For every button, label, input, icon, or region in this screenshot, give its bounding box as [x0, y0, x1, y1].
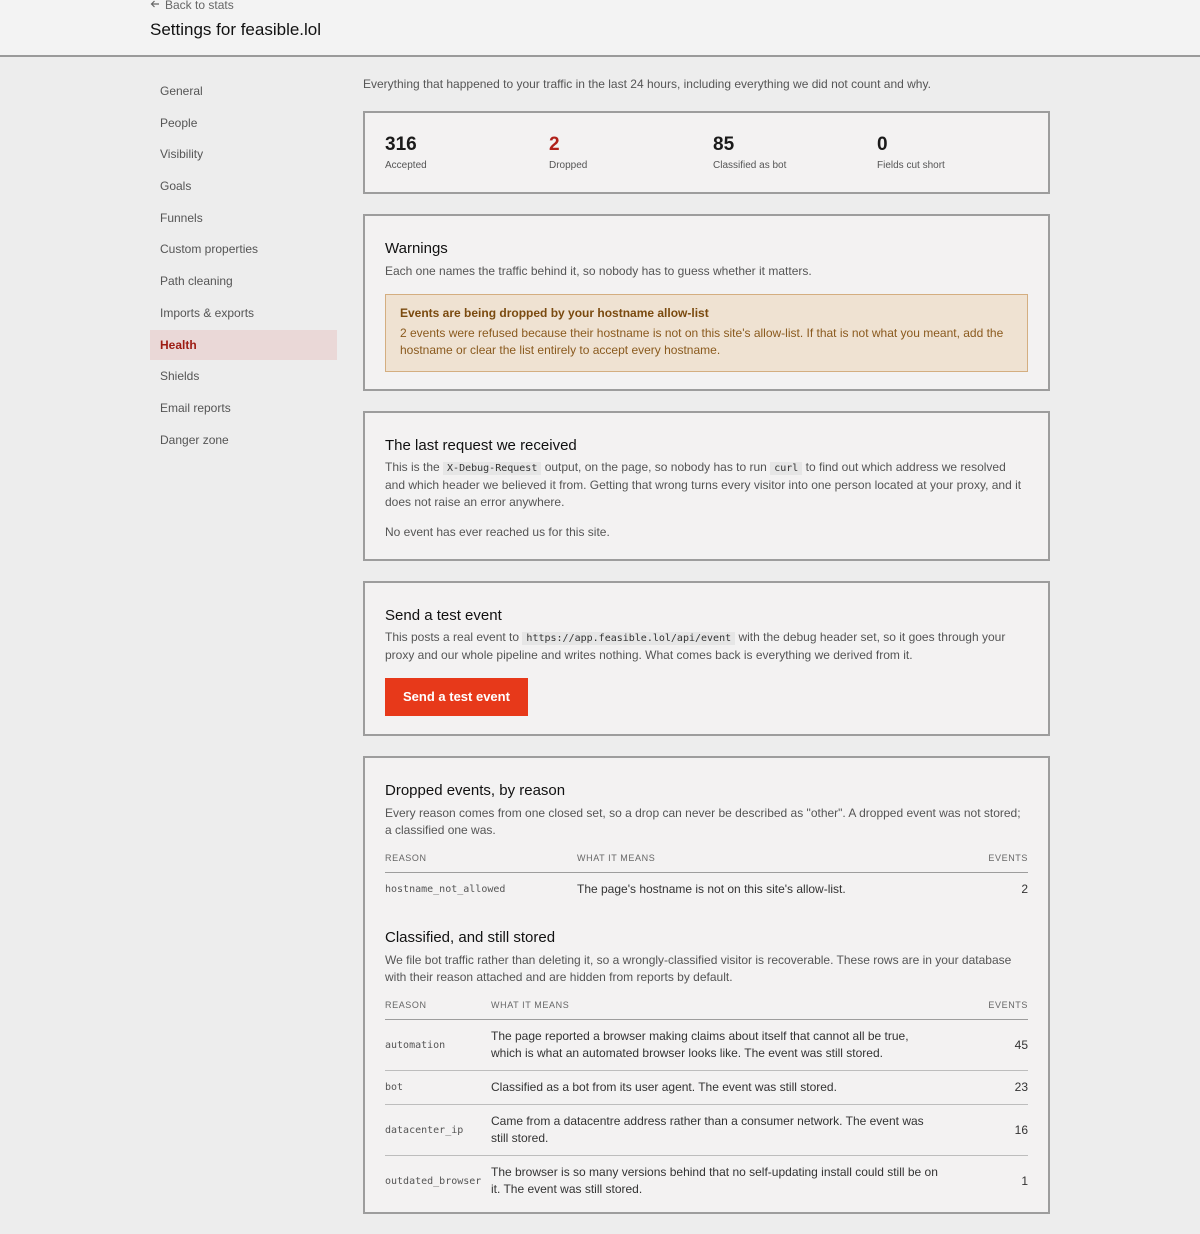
- events-cell: 45: [978, 1020, 1028, 1071]
- meaning-cell: Classified as a bot from its user agent. The event was still stored.: [491, 1071, 978, 1105]
- test-event-card: [363, 581, 1050, 736]
- top-bar: [0, 0, 1200, 57]
- stat-value: 0: [877, 134, 888, 155]
- back-to-stats-label: Back to stats: [165, 0, 234, 12]
- last-request-card: [363, 411, 1050, 561]
- stat-fields-cut-short: [877, 113, 1041, 192]
- reason-cell: outdated_browser: [385, 1175, 482, 1187]
- reason-cell: hostname_not_allowed: [385, 884, 506, 895]
- stat-label: Dropped: [549, 160, 588, 171]
- column-header-reason: REASON: [385, 1000, 491, 1020]
- meaning-cell: The browser is so many versions behind that no self-updating install could still be on it. The event was still stored.: [491, 1165, 938, 1196]
- stat-value: 2: [549, 134, 560, 155]
- sidebar-item-path-cleaning[interactable]: Path cleaning: [160, 274, 233, 289]
- warnings-subtitle: Each one names the traffic behind it, so nobody has to guess whether it matters.: [385, 264, 812, 278]
- stats-card: [363, 111, 1050, 194]
- alert-title: Events are being dropped by your hostname allow-list: [400, 306, 709, 320]
- events-cell: 16: [978, 1105, 1028, 1156]
- sidebar-item-health[interactable]: Health: [150, 330, 337, 360]
- stat-dropped: [549, 113, 713, 192]
- table-row: [385, 1156, 1028, 1207]
- events-cell: 23: [978, 1071, 1028, 1105]
- description-text: with the debug header set, so it goes through your proxy and our whole pipeline and writes nothing. What comes back is everything we derived from it.: [385, 630, 1006, 662]
- stat-classified-bot: [713, 113, 877, 192]
- description-text: This is the: [385, 460, 440, 474]
- table-row: [385, 1071, 1028, 1105]
- sidebar-item-danger-zone[interactable]: Danger zone: [160, 432, 229, 447]
- page-title: Settings for feasible.lol: [150, 20, 322, 39]
- send-test-event-button[interactable]: Send a test event: [385, 678, 528, 716]
- last-request-title: The last request we received: [385, 437, 577, 454]
- warnings-card: [363, 214, 1050, 391]
- curl-code: curl: [770, 462, 802, 475]
- table-row: [385, 1020, 1028, 1071]
- dropped-title: Dropped events, by reason: [385, 782, 566, 799]
- description-text: output, on the page, so nobody has to run: [544, 460, 767, 474]
- event-endpoint-code: https://app.feasible.lol/api/event: [522, 632, 735, 645]
- sidebar-item-visibility[interactable]: Visibility: [160, 147, 204, 162]
- events-cell: 1: [1021, 1173, 1028, 1188]
- reason-cell: automation: [385, 1020, 491, 1071]
- sidebar-item-people[interactable]: People: [160, 115, 198, 130]
- sidebar-item-goals[interactable]: Goals: [160, 179, 192, 194]
- description-text: This posts a real event to: [385, 630, 520, 644]
- back-to-stats-link[interactable]: [150, 0, 234, 12]
- sidebar-item-custom-properties[interactable]: Custom properties: [160, 242, 259, 257]
- warnings-title: Warnings: [385, 240, 448, 257]
- hostname-warning-alert: [385, 294, 1028, 372]
- debug-header-code: X-Debug-Request: [443, 462, 541, 475]
- events-breakdown-card: [363, 756, 1050, 1214]
- stat-label: Fields cut short: [877, 160, 945, 171]
- stat-accepted: [385, 113, 549, 192]
- test-event-title: Send a test event: [385, 607, 502, 624]
- sidebar-item-email-reports[interactable]: Email reports: [160, 400, 231, 415]
- meaning-cell: Came from a datacentre address rather than a consumer network. The event was still stored.: [491, 1105, 978, 1156]
- column-header-meaning: WHAT IT MEANS: [577, 853, 970, 873]
- table-row: [385, 1105, 1028, 1156]
- table-row: [385, 873, 1028, 907]
- events-cell: 2: [1021, 882, 1028, 896]
- dropped-events-table: [385, 853, 1028, 906]
- reason-cell: bot: [385, 1071, 491, 1105]
- meaning-cell: The page's hostname is not on this site's allow-list.: [577, 882, 846, 896]
- arrow-left-icon: [150, 0, 160, 12]
- column-header-events: EVENTS: [970, 853, 1028, 873]
- column-header-events: EVENTS: [978, 1000, 1028, 1020]
- column-header-meaning: WHAT IT MEANS: [491, 1000, 978, 1020]
- classified-events-table: [385, 1000, 1028, 1206]
- test-event-description: [385, 629, 1028, 664]
- description-text: to find out which address we resolved and which header we believed it from. Getting that wrong turns every visitor into one person located at your proxy, and it does not raise an error anywhere.: [385, 460, 1022, 509]
- dropped-description: Every reason comes from one closed set, so a drop can never be described as "other". A dropped event was not stored; a classified one was.: [385, 806, 1021, 837]
- sidebar-item-general[interactable]: General: [160, 84, 203, 98]
- stat-label: Classified as bot: [713, 160, 787, 171]
- classified-description: We file bot traffic rather than deleting it, so a wrongly-classified visitor is recoverable. These rows are in your database with their reason attached and are hidden from reports by default.: [385, 953, 1012, 984]
- sidebar-item-shields[interactable]: Shields: [160, 369, 200, 384]
- no-event-message: No event has ever reached us for this site.: [385, 525, 610, 539]
- settings-sidebar: [150, 76, 337, 456]
- reason-cell: datacenter_ip: [385, 1105, 491, 1156]
- intro-text: Everything that happened to your traffic in the last 24 hours, including everything we did not count and why.: [363, 77, 931, 91]
- alert-text: 2 events were refused because their hostname is not on this site's allow-list. If that is not what you meant, add the hostname or clear the list entirely to accept every hostname.: [400, 326, 1004, 357]
- stat-value: 85: [713, 134, 735, 155]
- last-request-description: [385, 459, 1028, 511]
- main-content: [363, 76, 1050, 1234]
- sidebar-item-funnels[interactable]: Funnels: [160, 210, 203, 225]
- stat-label: Accepted: [385, 160, 427, 171]
- stat-value: 316: [385, 134, 417, 155]
- column-header-reason: REASON: [385, 853, 577, 873]
- meaning-cell: The page reported a browser making claims about itself that cannot all be true, which is what an automated browser looks like. The event was still stored.: [491, 1020, 978, 1071]
- sidebar-item-imports-exports[interactable]: Imports & exports: [160, 305, 255, 320]
- classified-title: Classified, and still stored: [385, 929, 556, 946]
